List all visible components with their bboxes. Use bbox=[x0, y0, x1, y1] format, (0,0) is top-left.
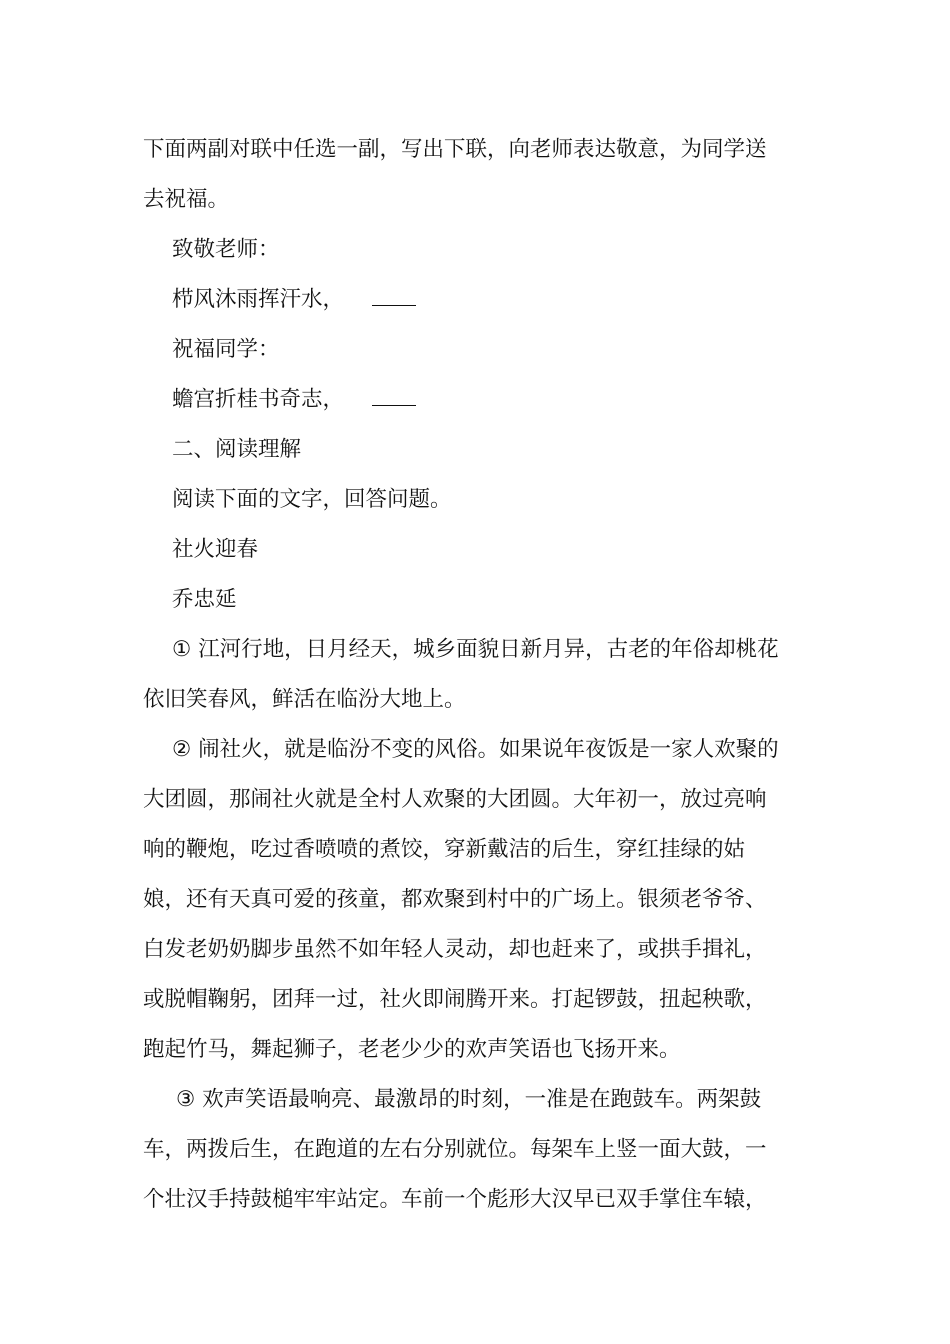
answer-blank[interactable] bbox=[372, 287, 416, 306]
couplet-heading-teacher: 致敬老师： bbox=[172, 237, 280, 262]
paragraph-2-line: 白发老奶奶脚步虽然不如年轻人灵动，却也赶来了，或拱手揖礼， bbox=[143, 937, 767, 962]
section-heading: 二、阅读理解 bbox=[172, 437, 302, 462]
couplet-upper-classmate: 蟾宫折桂书奇志， bbox=[172, 387, 345, 412]
text-line: 去祝福。 bbox=[143, 187, 230, 212]
paragraph-2-line: 跑起竹马，舞起狮子，老老少少的欢声笑语也飞扬开来。 bbox=[143, 1037, 681, 1062]
couplet-line-teacher bbox=[143, 275, 808, 325]
couplet-upper-teacher: 栉风沐雨挥汗水， bbox=[172, 287, 345, 312]
paragraph-3-line: 车，两拨后生，在跑道的左右分别就位。每架车上竖一面大鼓，一 bbox=[143, 1137, 767, 1162]
paragraph-2-line: ② 闹社火，就是临汾不变的风俗。如果说年夜饭是一家人欢聚的 bbox=[172, 737, 779, 762]
paragraph-2-line: 或脱帽鞠躬，团拜一过，社火即闹腾开来。打起锣鼓，扭起秧歌， bbox=[143, 987, 767, 1012]
paragraph-3-line: 个壮汉手持鼓槌牢牢站定。车前一个彪形大汉早已双手掌住车辕， bbox=[143, 1187, 767, 1212]
document-page bbox=[143, 125, 808, 1225]
text-line: 下面两副对联中任选一副，写出下联，向老师表达敬意，为同学送 bbox=[143, 137, 767, 162]
paragraph-1-line: 依旧笑春风，鲜活在临汾大地上。 bbox=[143, 687, 466, 712]
article-author: 乔忠延 bbox=[172, 587, 237, 612]
paragraph-2-line: 大团圆，那闹社火就是全村人欢聚的大团圆。大年初一，放过亮响 bbox=[143, 787, 767, 812]
article-title: 社火迎春 bbox=[172, 537, 259, 562]
instruction-text: 阅读下面的文字，回答问题。 bbox=[172, 487, 452, 512]
couplet-heading-classmate: 祝福同学： bbox=[172, 337, 280, 362]
paragraph-2-line: 响的鞭炮，吃过香喷喷的煮饺，穿新戴洁的后生，穿红挂绿的姑 bbox=[143, 837, 746, 862]
couplet-line-classmate bbox=[143, 375, 808, 425]
paragraph-1-line: ① 江河行地，日月经天，城乡面貌日新月异，古老的年俗却桃花 bbox=[172, 637, 779, 662]
paragraph-3-line: ③ 欢声笑语最响亮、最激昂的时刻，一准是在跑鼓车。两架鼓 bbox=[176, 1087, 762, 1112]
paragraph-2-line: 娘，还有天真可爱的孩童，都欢聚到村中的广场上。银须老爷爷、 bbox=[143, 887, 767, 912]
answer-blank[interactable] bbox=[372, 387, 416, 406]
